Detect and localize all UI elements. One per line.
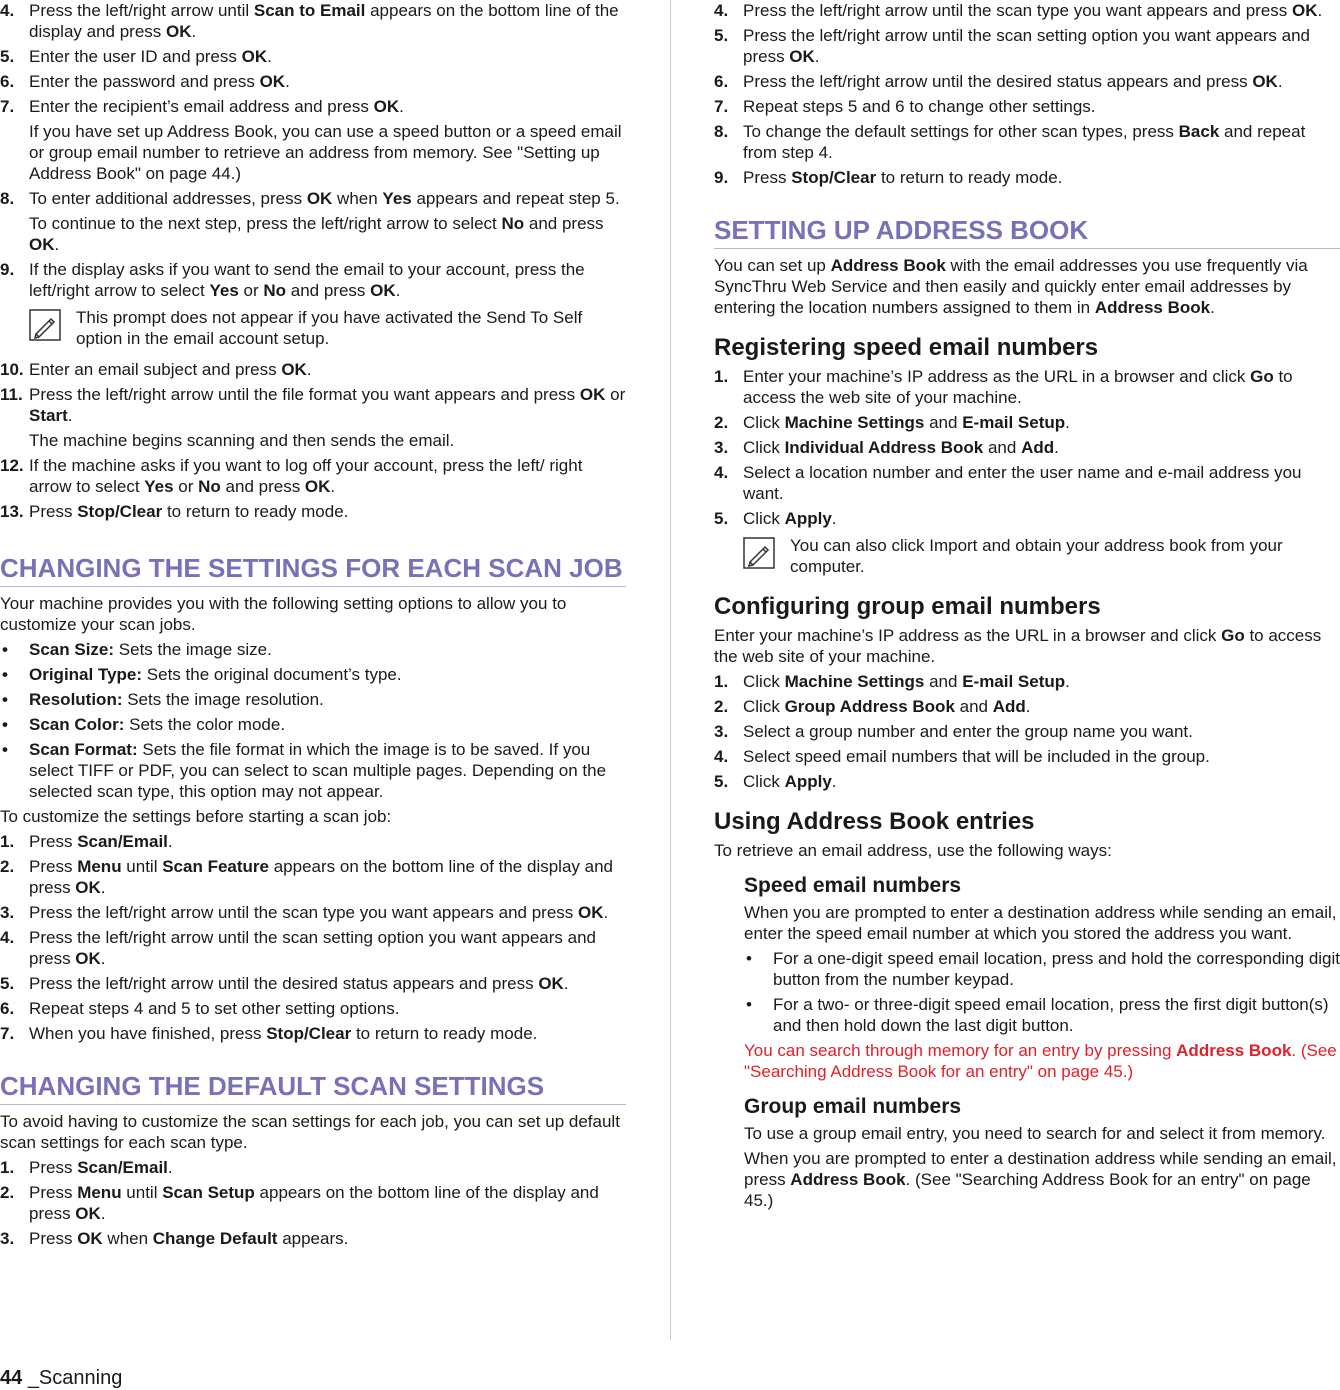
text-run: Press the left/right arrow until the scan type you want appears and press [29, 903, 579, 922]
bold-term: Menu [77, 857, 122, 876]
text-run: and [983, 438, 1022, 457]
setting-description: Sets the image resolution. [122, 690, 324, 709]
step-number: 10. [0, 360, 24, 379]
note-send-to-self [29, 307, 626, 349]
group-text-2 [744, 1148, 1340, 1211]
step-number: 3. [0, 903, 15, 922]
text-run: and repeat from step 4. [743, 122, 1306, 162]
step-item [714, 71, 1340, 92]
bold-term: Yes [209, 281, 239, 300]
step-number: 9. [714, 168, 729, 187]
step-number: 4. [714, 747, 729, 766]
text-run: appears and repeat step 5. [411, 189, 620, 208]
step-item [0, 856, 626, 898]
text-run: Press the left/right arrow until the scan type you want appears and press [743, 1, 1293, 20]
text-run: Press [29, 1183, 78, 1202]
step-item [0, 259, 626, 301]
bold-term: Go [1221, 626, 1245, 645]
speed-text: When you are prompted to enter a destination address while sending an email, enter the speed email number at which you stored the address you want. [744, 903, 1337, 943]
step-number: 11. [0, 385, 23, 404]
text-run: . [100, 878, 106, 897]
text-run: and [954, 697, 993, 716]
setting-bullet [0, 639, 626, 660]
bold-term: No [263, 281, 287, 300]
bold-term: OK [259, 72, 286, 91]
speed-bullet-text: For a one-digit speed email location, press and hold the corresponding digit button from the number keypad. [773, 949, 1340, 989]
left-steps-top [0, 0, 626, 301]
bold-term: OK [370, 281, 396, 300]
text-run: appears on the bottom line of the display and press [29, 1183, 599, 1223]
text-run: Click [743, 697, 785, 716]
right-column [714, 0, 1340, 1215]
step-item [714, 366, 1340, 408]
heading-changing-default: CHANGING THE DEFAULT SCAN SETTINGS [0, 1074, 626, 1105]
text-run: . [1054, 438, 1059, 457]
bold-term: OK [75, 949, 101, 968]
step-number: 2. [714, 697, 729, 716]
setting-description: Sets the file format in which the image is to be saved. If you select TIFF or PDF, you can select to scan multiple pages. Depending on the selected scan type, this option may not appear. [29, 740, 607, 801]
heading-registering: Registering speed email numbers [714, 334, 1099, 361]
bold-term: OK [241, 47, 268, 66]
bold-term: Machine Settings [784, 672, 925, 691]
step-continuation: If you have set up Address Book, you can use a speed button or a speed email or group email number to retrieve an address from memory. See "Setting up Address Book" on page 44.) [29, 122, 622, 183]
text-run: appears. [277, 1229, 349, 1248]
note-import [743, 535, 1340, 577]
step-item [0, 501, 626, 522]
bold-term: Address Book [1094, 298, 1211, 317]
text-run: . [1065, 672, 1070, 691]
left-column [0, 0, 626, 1253]
step-item [714, 746, 1340, 767]
text-run: . [831, 772, 837, 791]
each-steps [0, 831, 626, 1044]
bold-term: Address Book [790, 1170, 906, 1189]
text-run: Press [29, 857, 78, 876]
step-number: 12. [0, 456, 24, 475]
bold-term: OK [77, 1229, 103, 1248]
text-run: Press the left/right arrow until the file format you want appears and press [29, 385, 580, 404]
setting-bullet [0, 689, 626, 710]
bold-term: Machine Settings [784, 413, 925, 432]
step-item [0, 998, 626, 1019]
text-run: . [167, 832, 173, 851]
group-text-1: To use a group email entry, you need to search for and select it from memory. [744, 1124, 1326, 1143]
step-number: 1. [0, 832, 15, 851]
step-number: 8. [714, 122, 729, 141]
text-run: to access the web site of your machine. [714, 626, 1322, 666]
text-run: . [167, 1158, 173, 1177]
text-run: Select speed email numbers that will be included in the group. [743, 747, 1210, 766]
step-item [0, 359, 626, 380]
each-intro: Your machine provides you with the following setting options to allow you to customize your scan jobs. [0, 594, 567, 634]
text-run: You can set up [714, 256, 831, 275]
column-separator [670, 0, 671, 1340]
right-steps-top [714, 0, 1340, 188]
text-run: . [831, 509, 837, 528]
text-run: Click [743, 672, 785, 691]
bullet-icon: • [746, 949, 752, 968]
text-run: To change the default settings for other scan types, press [743, 122, 1179, 141]
text-run: to return to ready mode. [351, 1024, 538, 1043]
bold-term: Add [1021, 438, 1055, 457]
step-continuation [29, 213, 626, 255]
bold-term: Scan/Email [77, 832, 168, 851]
step-item [0, 1157, 626, 1178]
text-run: Press the left/right arrow until [29, 1, 254, 20]
text-run: Click [743, 413, 785, 432]
step-item [714, 508, 1340, 529]
text-run: . [285, 72, 290, 91]
heading-group-email: Group email numbers [744, 1095, 962, 1118]
text-run: or [173, 477, 199, 496]
bold-term: Change Default [152, 1229, 278, 1248]
bold-term: Back [1178, 122, 1220, 141]
bold-term: OK [75, 878, 101, 897]
step-item [714, 696, 1340, 717]
bold-term: Stop/Clear [77, 502, 163, 521]
step-number: 7. [0, 97, 15, 116]
text-run: Enter your machine’s IP address as the URL in a browser and click [714, 626, 1222, 645]
step-number: 5. [0, 47, 15, 66]
text-run: . [399, 97, 404, 116]
step-item [0, 902, 626, 923]
text-run: . [67, 406, 73, 425]
bold-term: OK [306, 189, 333, 208]
note-text: This prompt does not appear if you have activated the Send To Self option in the email account setup. [76, 308, 583, 348]
step-item [0, 384, 626, 426]
text-run: . [1065, 413, 1070, 432]
text-run: . [1317, 1, 1323, 20]
step-number: 3. [0, 1229, 15, 1248]
step-number: 4. [0, 928, 15, 947]
bullet-icon: • [746, 995, 752, 1014]
step-continuation: The machine begins scanning and then sends the email. [29, 431, 455, 450]
text-run: . [330, 477, 336, 496]
bullet-icon: • [2, 690, 8, 709]
step-item [0, 46, 626, 67]
setting-label: Scan Color: [29, 715, 125, 734]
bold-term: Scan/Email [77, 1158, 168, 1177]
heading-speed-email: Speed email numbers [744, 874, 962, 897]
step-item [0, 1182, 626, 1224]
using-intro: To retrieve an email address, use the following ways: [714, 841, 1112, 860]
left-steps-bottom [0, 359, 626, 522]
step-number: 7. [0, 1024, 15, 1043]
bold-term: E-mail Setup [962, 672, 1066, 691]
page-footer [0, 1366, 122, 1390]
text-run: To enter additional addresses, press [29, 189, 307, 208]
text-run: . [563, 974, 569, 993]
text-run: until [121, 1183, 163, 1202]
step-number: 5. [0, 974, 15, 993]
note-text: You can also click Import and obtain your address book from your computer. [790, 536, 1283, 576]
step-number: 6. [0, 72, 15, 91]
setting-label: Scan Size: [29, 640, 115, 659]
text-run: . [100, 1204, 106, 1223]
bullet-icon: • [2, 640, 8, 659]
text-run: Press [29, 1229, 78, 1248]
setting-description: Sets the image size. [114, 640, 272, 659]
step-number: 1. [0, 1158, 15, 1177]
heading-address-book: SETTING UP ADDRESS BOOK [714, 218, 1340, 249]
text-run: Press the left/right arrow until the scan setting option you want appears and press [743, 26, 1310, 66]
text-run: If the machine asks if you want to log off your account, press the left/ right arrow to select [29, 456, 583, 496]
text-run: appears on the bottom line of the display and press [29, 857, 613, 897]
bold-term: Scan Setup [162, 1183, 255, 1202]
step-number: 1. [714, 367, 729, 386]
bold-term: OK [304, 477, 331, 496]
bold-term: Individual Address Book [784, 438, 984, 457]
text-run: You can search through memory for an entry by pressing [744, 1041, 1177, 1060]
setting-description: Sets the original document’s type. [142, 665, 402, 684]
text-run: To continue to the next step, press the left/right arrow to select [29, 214, 502, 233]
bold-term: OK [75, 1204, 101, 1223]
bold-term: OK [578, 903, 604, 922]
page-number: 44 [0, 1367, 23, 1389]
bold-term: E-mail Setup [962, 413, 1066, 432]
step-number: 9. [0, 260, 15, 279]
step-item [714, 0, 1340, 21]
text-run: Enter the recipient’s email address and press [29, 97, 374, 116]
text-run: Press the left/right arrow until the scan setting option you want appears and press [29, 928, 596, 968]
text-run: Repeat steps 5 and 6 to change other settings. [743, 97, 1096, 116]
registering-steps [714, 366, 1340, 529]
bold-term: Scan Feature [162, 857, 269, 876]
bold-term: Yes [382, 189, 412, 208]
step-item [0, 96, 626, 117]
text-run: . [603, 903, 609, 922]
text-run: . (See "Searching Address Book for an entry" on page 45.) [744, 1041, 1337, 1081]
step-number: 8. [0, 189, 15, 208]
setting-label: Scan Format: [29, 740, 138, 759]
step-number: 2. [0, 1183, 15, 1202]
bold-term: Group Address Book [784, 697, 955, 716]
default-steps [0, 1157, 626, 1249]
configuring-intro [714, 625, 1340, 667]
text-run: . [395, 281, 401, 300]
text-run: Click [743, 438, 785, 457]
note-pencil-icon [29, 309, 61, 341]
each-lead: To customize the settings before starting a scan job: [0, 807, 392, 826]
bold-term: OK [373, 97, 400, 116]
text-run: with the email addresses you use frequently via SyncThru Web Service and then easily and quickly enter email addresses by entering the location numbers assigned to them in [714, 256, 1308, 317]
heading-using: Using Address Book entries [714, 808, 1035, 835]
step-item [714, 25, 1340, 67]
text-run: and press [220, 477, 305, 496]
bold-term: Stop/Clear [791, 168, 877, 187]
text-run: . [1210, 298, 1215, 317]
bold-term: Go [1250, 367, 1274, 386]
text-run: Enter the user ID and press [29, 47, 242, 66]
text-run: Enter your machine’s IP address as the URL in a browser and click [743, 367, 1251, 386]
text-run: . [1277, 72, 1283, 91]
step-item [0, 71, 626, 92]
step-item [714, 671, 1340, 692]
step-number: 4. [0, 1, 15, 20]
bold-term: No [501, 214, 525, 233]
step-item [714, 412, 1340, 433]
heading-changing-each: CHANGING THE SETTINGS FOR EACH SCAN JOB [0, 556, 626, 587]
step-item [714, 721, 1340, 742]
note-pencil-icon [743, 537, 775, 569]
speed-red-note [744, 1040, 1340, 1082]
text-run: Click [743, 509, 785, 528]
step-number: 4. [714, 463, 729, 482]
text-run: Press the left/right arrow until the desired status appears and press [29, 974, 539, 993]
bold-term: Add [992, 697, 1026, 716]
setting-label: Resolution: [29, 690, 123, 709]
bold-term: Scan to Email [253, 1, 366, 20]
text-run: . [54, 235, 60, 254]
step-number: 6. [714, 72, 729, 91]
text-run: Select a location number and enter the user name and e-mail address you want. [743, 463, 1302, 503]
speed-bullet [744, 994, 1340, 1036]
bold-term: OK [1252, 72, 1278, 91]
bold-term: Stop/Clear [266, 1024, 352, 1043]
text-run: Repeat steps 4 and 5 to set other setting options. [29, 999, 400, 1018]
bold-term: OK [166, 22, 192, 41]
text-run: to return to ready mode. [162, 502, 349, 521]
step-number: 3. [714, 438, 729, 457]
text-run: and [924, 672, 963, 691]
text-run: . [191, 22, 197, 41]
default-intro: To avoid having to customize the scan settings for each job, you can set up default scan settings for each scan type. [0, 1112, 620, 1152]
text-run: Enter the password and press [29, 72, 260, 91]
bold-term: Apply [784, 772, 832, 791]
step-number: 5. [714, 509, 729, 528]
step-item [0, 973, 626, 994]
setting-bullet [0, 664, 626, 685]
bold-term: OK [29, 235, 55, 254]
bold-term: Start [29, 406, 68, 425]
text-run: to access the web site of your machine. [743, 367, 1293, 407]
step-number: 5. [714, 26, 729, 45]
address-book-intro [714, 255, 1340, 318]
step-number: 13. [0, 502, 24, 521]
step-number: 7. [714, 97, 729, 116]
text-run: . [267, 47, 272, 66]
text-run: when [102, 1229, 153, 1248]
text-run: Press [29, 1158, 78, 1177]
text-run: When you have finished, press [29, 1024, 267, 1043]
bullet-icon: • [2, 715, 8, 734]
step-number: 2. [714, 413, 729, 432]
bold-term: Address Book [830, 256, 946, 275]
step-item [714, 96, 1340, 117]
bold-term: OK [789, 47, 815, 66]
text-run: or [238, 281, 264, 300]
configuring-steps [714, 671, 1340, 792]
heading-configuring: Configuring group email numbers [714, 593, 1101, 620]
text-run: Press [29, 502, 78, 521]
step-item [0, 831, 626, 852]
step-number: 3. [714, 722, 729, 741]
step-item [0, 927, 626, 969]
text-run: . [100, 949, 106, 968]
bold-term: No [198, 477, 221, 496]
step-item [714, 462, 1340, 504]
speed-bullet-text: For a two- or three-digit speed email location, press the first digit button(s) and then hold down the last digit button. [773, 995, 1329, 1035]
step-item [0, 1023, 626, 1044]
text-run: Press [743, 168, 792, 187]
step-item [714, 167, 1340, 188]
text-run: Press the left/right arrow until the desired status appears and press [743, 72, 1253, 91]
text-run: . [1025, 697, 1031, 716]
step-item [0, 1228, 626, 1249]
text-run: and press [286, 281, 371, 300]
text-run: When you are prompted to enter a destination address while sending an email, press [744, 1149, 1337, 1189]
step-item [0, 188, 626, 209]
setting-label: Original Type: [29, 665, 143, 684]
text-run: when [332, 189, 383, 208]
step-item [714, 437, 1340, 458]
step-item [0, 0, 626, 42]
text-run: or [605, 385, 626, 404]
speed-bullet [744, 948, 1340, 990]
step-number: 4. [714, 1, 729, 20]
step-item [714, 121, 1340, 163]
speed-bullets [714, 948, 1340, 1036]
setting-bullet [0, 714, 626, 735]
setting-bullet [0, 739, 626, 802]
bold-term: OK [538, 974, 564, 993]
text-run: . [814, 47, 820, 66]
bold-term: OK [281, 360, 307, 379]
bold-term: Apply [784, 509, 832, 528]
step-item [714, 771, 1340, 792]
setting-description: Sets the color mode. [124, 715, 286, 734]
text-run: appears on the bottom line of the display and press [29, 1, 619, 41]
text-run: If the display asks if you want to send the email to your account, press the left/right arrow to select [29, 260, 585, 300]
text-run: to return to ready mode. [876, 168, 1063, 187]
text-run: until [121, 857, 163, 876]
text-run: Press [29, 832, 78, 851]
text-run: and press [524, 214, 604, 233]
step-number: 6. [0, 999, 15, 1018]
settings-bullets [0, 639, 626, 802]
bullet-icon: • [2, 740, 8, 759]
bold-term: OK [579, 385, 606, 404]
text-run: and [924, 413, 963, 432]
bullet-icon: • [2, 665, 8, 684]
text-run: . [306, 360, 312, 379]
step-number: 2. [0, 857, 15, 876]
bold-term: Address Book [1176, 1041, 1292, 1060]
step-number: 1. [714, 672, 729, 691]
bold-term: Yes [144, 477, 174, 496]
text-run: Select a group number and enter the group name you want. [743, 722, 1193, 741]
text-run: Click [743, 772, 785, 791]
text-run: Enter an email subject and press [29, 360, 282, 379]
bold-term: OK [1292, 1, 1318, 20]
text-run: . (See "Searching Address Book for an entry" on page 45.) [744, 1170, 1311, 1210]
step-number: 5. [714, 772, 729, 791]
footer-section: _Scanning [27, 1367, 123, 1389]
step-item [0, 455, 626, 497]
bold-term: Menu [77, 1183, 122, 1202]
